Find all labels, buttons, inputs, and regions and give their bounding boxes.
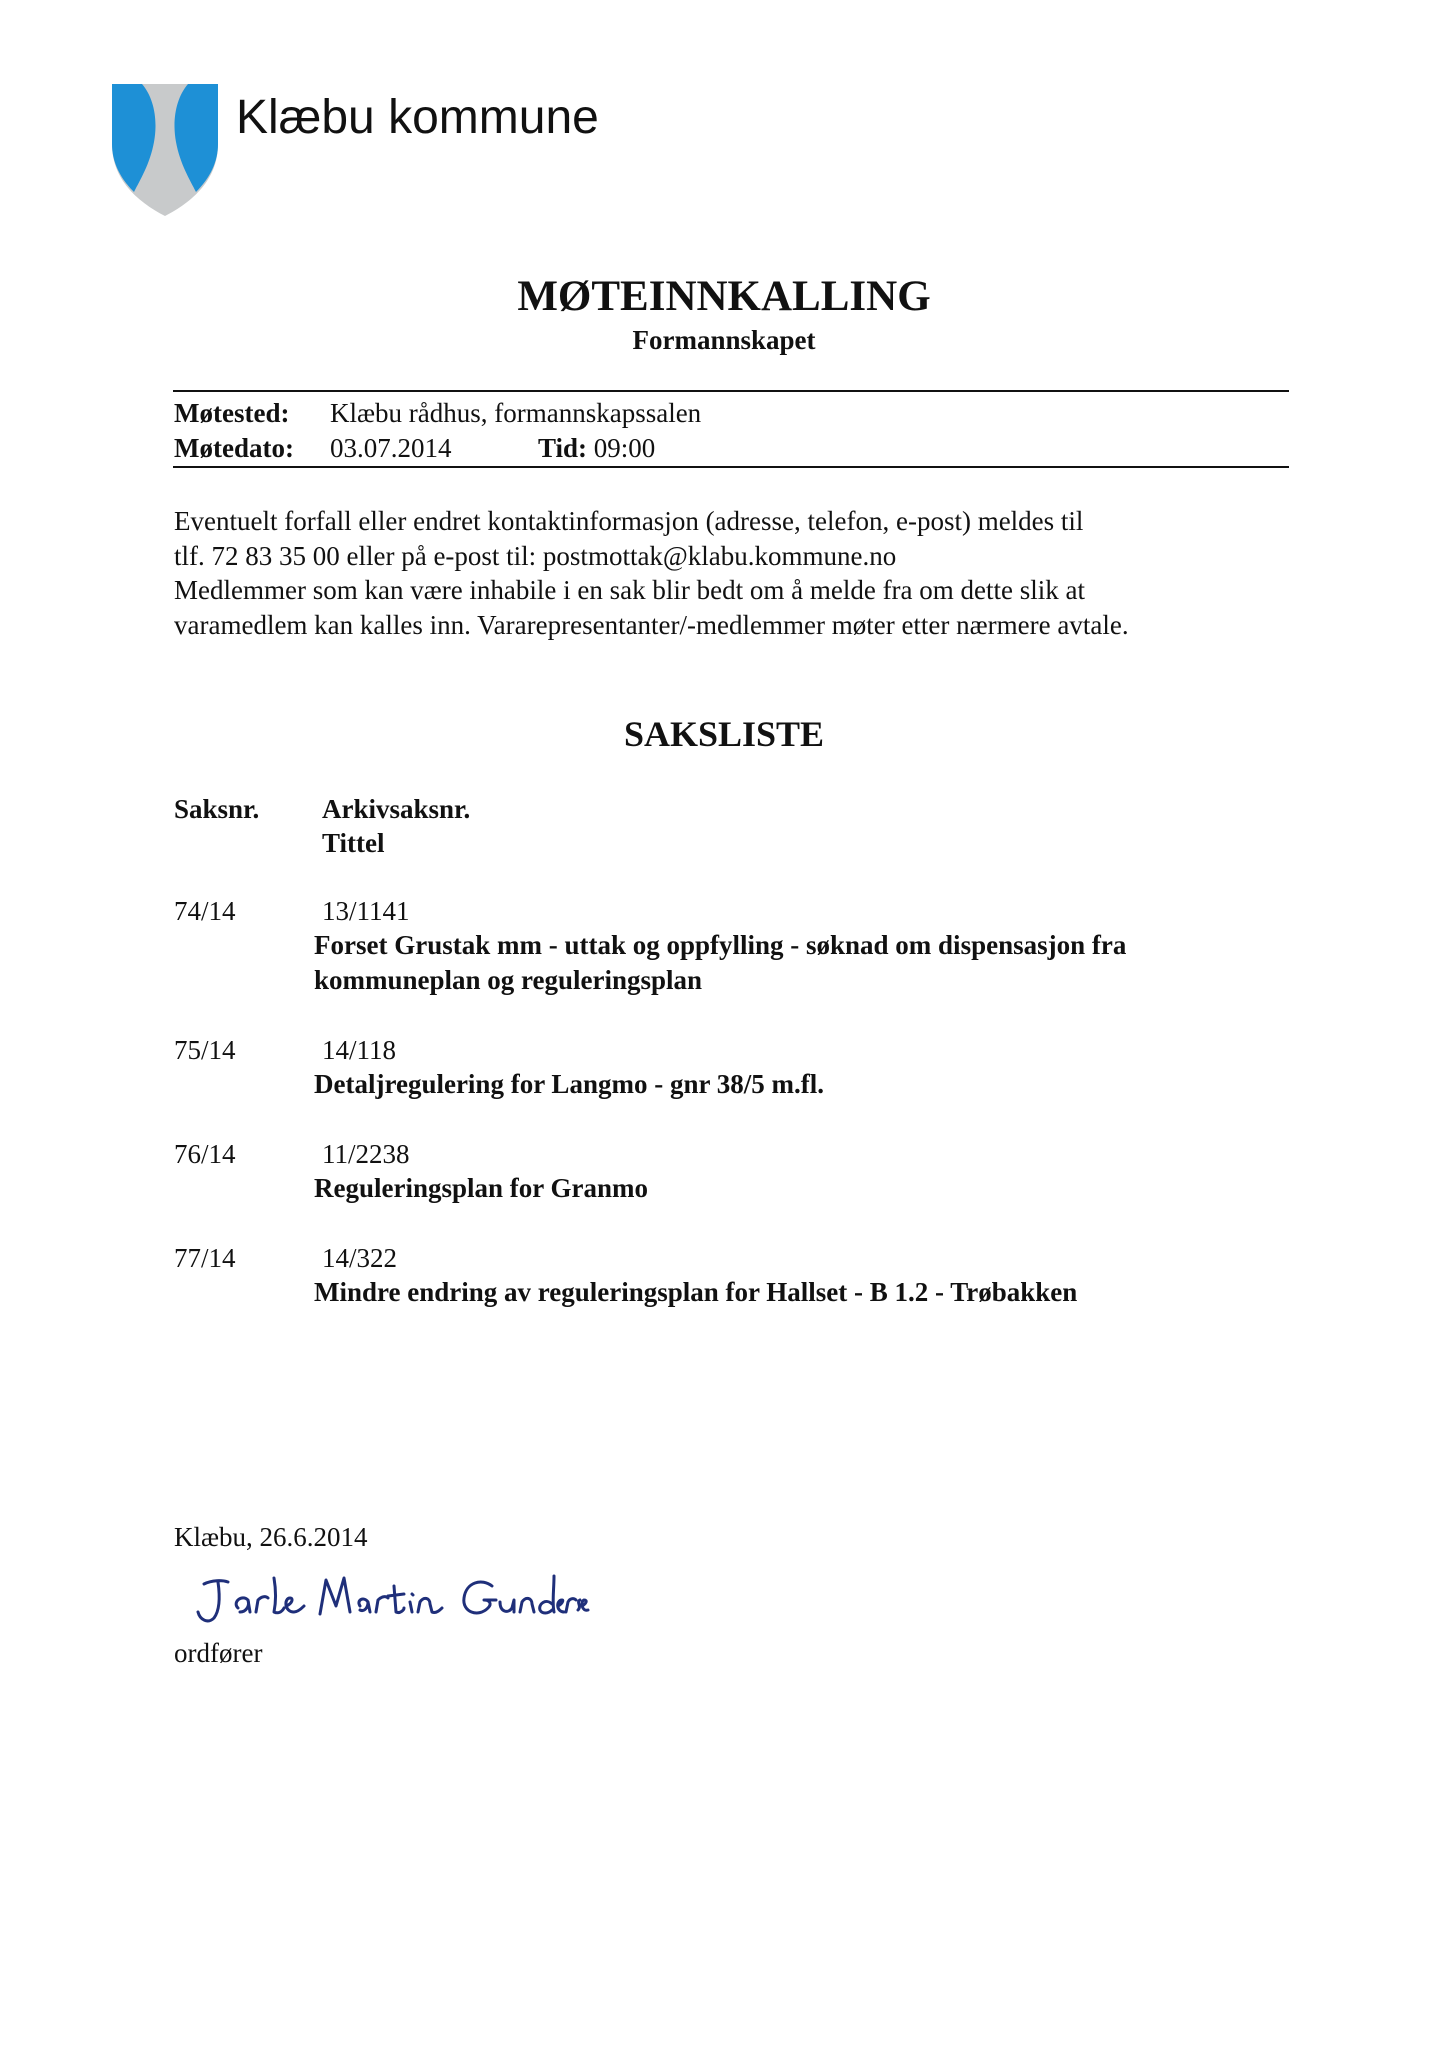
handwritten-signature: [190, 1556, 590, 1636]
case-title-line: Forset Grustak mm - uttak og oppfylling - søknad om dispensasjon fra: [314, 930, 1127, 960]
column-header-arkivsaksnr: Arkivsaksnr.: [322, 794, 471, 824]
coat-of-arms-logo: [112, 84, 218, 216]
bottom-divider: [173, 466, 1289, 468]
case-title-line: Mindre endring av reguleringsplan for Hallset - B 1.2 - Trøbakken: [314, 1277, 1078, 1307]
case-title: [314, 928, 1254, 998]
notice-line: tlf. 72 83 35 00 eller på e-post til: postmottak@klabu.kommune.no: [174, 540, 897, 571]
notice-line: Medlemmer som kan være inhabile i en sak blir bedt om å melde fra om dette slik at: [174, 575, 1085, 605]
notice-paragraph: [174, 504, 1294, 642]
notice-line: varamedlem kan kalles inn. Vararepresentanter/-medlemmer møter etter nærmere avtale.: [174, 609, 1129, 640]
case-title: [314, 1067, 1254, 1102]
municipality-name: Klæbu kommune: [236, 91, 599, 144]
case-archive-number: 13/1141: [322, 896, 410, 926]
case-number: 76/14: [174, 1139, 236, 1169]
case-title-line: Detaljregulering for Langmo - gnr 38/5 m.fl.: [314, 1069, 824, 1099]
case-archive-number: 11/2238: [322, 1139, 410, 1169]
case-title: [314, 1275, 1254, 1310]
case-number: 77/14: [174, 1243, 236, 1273]
saksliste-heading: SAKSLISTE: [623, 714, 825, 754]
case-title-line: kommuneplan og reguleringsplan: [314, 965, 703, 995]
case-title: [314, 1171, 1254, 1206]
notice-line: Eventuelt forfall eller endret kontaktinformasjon (adresse, telefon, e-post) meldes til: [174, 506, 1084, 536]
case-archive-number: 14/118: [322, 1035, 396, 1065]
column-header-tittel: Tittel: [322, 828, 385, 858]
document-subtitle: Formannskapet: [632, 325, 816, 355]
meeting-date-label: Møtedato:: [174, 433, 294, 463]
meeting-time-label: Tid:: [538, 433, 588, 463]
case-number: 75/14: [174, 1035, 236, 1065]
place-and-date: Klæbu, 26.6.2014: [174, 1522, 368, 1552]
top-divider: [173, 390, 1289, 392]
document-title: MØTEINNKALLING: [517, 273, 931, 320]
column-header-saksnr: Saksnr.: [174, 794, 260, 824]
meeting-date-line: [174, 431, 655, 465]
meeting-time-value: 09:00: [593, 433, 656, 463]
case-title-line: Reguleringsplan for Granmo: [314, 1173, 649, 1203]
case-archive-number: 14/322: [322, 1243, 398, 1273]
meeting-place-value: Klæbu rådhus, formannskapssalen: [330, 398, 702, 428]
meeting-date-value: 03.07.2014: [330, 433, 452, 463]
meeting-place-label: Møtested:: [174, 398, 290, 428]
signatory-role: ordfører: [174, 1638, 263, 1668]
meeting-place-line: [174, 396, 701, 430]
case-number: 74/14: [174, 896, 236, 926]
